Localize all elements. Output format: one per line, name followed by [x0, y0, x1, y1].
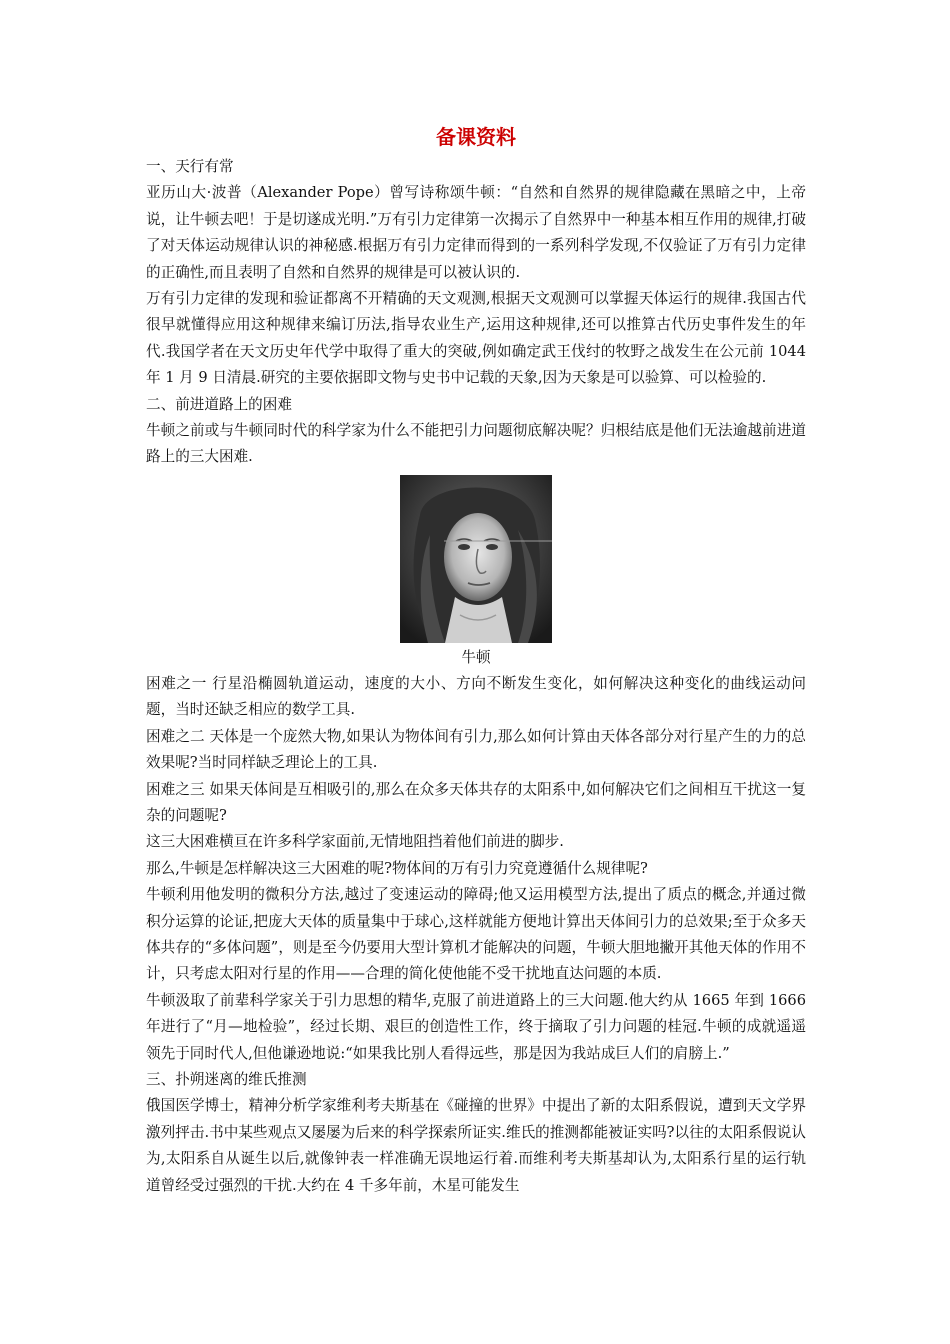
paragraph: 牛顿之前或与牛顿同时代的科学家为什么不能把引力问题彻底解决呢？归根结底是他们无法逾越前进道路上的三大困难.	[146, 422, 806, 466]
paragraph: 那么,牛顿是怎样解决这三大困难的呢?物体间的万有引力究竟遵循什么规律呢?	[146, 859, 648, 877]
newton-portrait-image	[400, 475, 552, 643]
section-heading-1: 一、天行有常	[146, 158, 234, 175]
document-page	[146, 122, 806, 1199]
section-heading-3: 三、扑朔迷离的维氏推测	[146, 1070, 307, 1088]
paragraph: 困难之三 如果天体间是互相吸引的,那么在众多天体共存的太阳系中,如何解决它们之间相互干扰这一复杂的问题呢?	[146, 780, 806, 824]
paragraph: 这三大困难横亘在许多科学家面前,无情地阻挡着他们前进的脚步.	[146, 833, 564, 851]
paragraph: 困难之二 天体是一个庞然大物,如果认为物体间有引力,那么如何计算由天体各部分对行星产生的力的总效果呢?当时同样缺乏理论上的工具.	[146, 727, 806, 772]
paragraph: 困难之一 行星沿椭圆轨道运动，速度的大小、方向不断发生变化，如何解决这种变化的曲线运动问题，当时还缺乏相应的数学工具.	[146, 674, 806, 719]
section-heading-2: 二、前进道路上的困难	[146, 395, 292, 413]
paragraph: 亚历山大·波普（Alexander Pope）曾写诗称颂牛顿：“自然和自然界的规律隐藏在黑暗之中，上帝说，让牛顿去吧！于是切遂成光明.”万有引力定律第一次揭示了自然界中一种基本相互作用的规律,打破了对天体运动规律认识的神秘感.根据万有引力定律而得到的一系列科学发现,不仅验证了万有引力定律的正确性,而且表明了自然和自然界的规律是可以被认识的.	[146, 184, 806, 281]
figure-caption: 牛顿	[461, 648, 491, 666]
paragraph: 牛顿利用他发明的微积分方法,越过了变速运动的障碍;他又运用模型方法,提出了质点的概念,并通过微积分运算的论证,把庞大天体的质量集中于球心,这样就能方便地计算出天体间引力的总效果;至于众多天体共存的“多体问题”，则是至今仍要用大型计算机才能解决的问题，牛顿大胆地撇开其他天体的作用不计，只考虑太阳对行星的作用——合理的简化使他能不受干扰地直达问题的本质.	[146, 886, 806, 983]
document-title: 备课资料	[436, 125, 516, 149]
newton-figure	[146, 475, 806, 671]
paragraph: 牛顿汲取了前辈科学家关于引力思想的精华,克服了前进道路上的三大问题.他大约从 1665 年到 1666 年进行了“月—地检验”，经过长期、艰巨的创造性工作，终于摘取了引力问题的桂冠.牛顿的成就遥遥领先于同时代人,但他谦逊地说:“如果我比别人看得远些，那是因为我站成巨人们的肩膀上.”	[146, 991, 806, 1062]
paragraph: 万有引力定律的发现和验证都离不开精确的天文观测,根据天文观测可以掌握天体运行的规律.我国古代很早就懂得应用这种规律来编订历法,指导农业生产,运用这种规律,还可以推算古代历史事件发生的年代.我国学者在天文历史年代学中取得了重大的突破,例如确定武王伐纣的牧野之战发生在公元前 1044 年 1 月 9 日清晨.研究的主要依据即文物与史书中记载的天象,因为天象是可以验算、可以检验的.	[146, 290, 806, 387]
paragraph: 俄国医学博士，精神分析学家维利考夫斯基在《碰撞的世界》中提出了新的太阳系假说，遭到天文学界激列抨击.书中某些观点又屡屡为后来的科学探索所证实.维氏的推测都能被证实吗?以往的太阳系假说认为,太阳系自从诞生以后,就像钟表一样准确无误地运行着.而维利考夫斯基却认为,太阳系行星的运行轨道曾经受过强烈的干扰.大约在 4 千多年前，木星可能发生	[146, 1097, 806, 1194]
